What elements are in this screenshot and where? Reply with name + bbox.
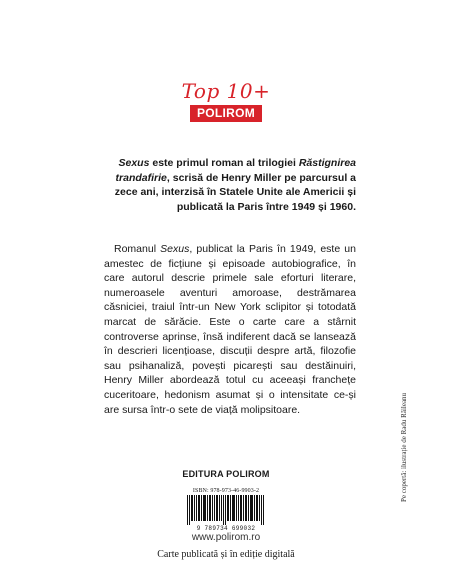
publisher-name: EDITURA POLIROM bbox=[182, 469, 270, 479]
isbn-label: ISBN: 978-973-46-9903-2 bbox=[192, 488, 260, 494]
barcode-block bbox=[183, 488, 269, 532]
publisher-website: www.polirom.ro bbox=[191, 532, 261, 543]
body-title-sexus: Sexus bbox=[160, 243, 190, 255]
series-script-logo: Top 10+ bbox=[181, 79, 271, 103]
barcode-digits: 9 789734 699032 bbox=[196, 525, 256, 532]
body-text-b: , publicat la Paris în 1949, este un amestec de ficțiune și episoade autobiografice, în care autorul descrie primele sale eforturi literare, numeroasele aventuri amoroase, destrămarea căsniciei, traiul într-un New York sclipitor și totodată marcat de sărăcie. Este o carte care a stârnit controverse aprinse, însă indiferent dacă se lansează în descrieri licențioase, discuții despre artă, filozofie sau psihanaliză, povești picarești sau destăinuiri, Henry Miller abordează totul cu aceeași franchețe cuceritoare, hedonism asumat și o intensitate ce-și are sursa într-o sete de viață molipsitoare. bbox=[104, 243, 356, 416]
intro-text-b: , scrisă de Henry Miller pe parcursul a zece ani, interzisă în Statele Unite ale Americii și publicată la Paris între 1949 și 1960. bbox=[114, 171, 356, 213]
intro-title-sexus: Sexus bbox=[118, 157, 150, 169]
series-logo bbox=[0, 80, 452, 122]
digital-edition-note: Carte publicată și în ediție digitală bbox=[157, 549, 295, 560]
barcode-icon bbox=[183, 495, 269, 525]
body-text-a: Romanul bbox=[114, 243, 161, 255]
intro-trilogy-title: Răstignirea trandafirie bbox=[115, 157, 356, 184]
intro-text-a: este primul roman al trilogiei bbox=[149, 157, 299, 169]
description-paragraph bbox=[104, 242, 356, 417]
cover-illustration-credit: Pe copertă: ilustrație de Radu Răileanu bbox=[400, 392, 408, 502]
intro-paragraph bbox=[104, 156, 356, 214]
publisher-badge: POLIROM bbox=[190, 105, 262, 122]
